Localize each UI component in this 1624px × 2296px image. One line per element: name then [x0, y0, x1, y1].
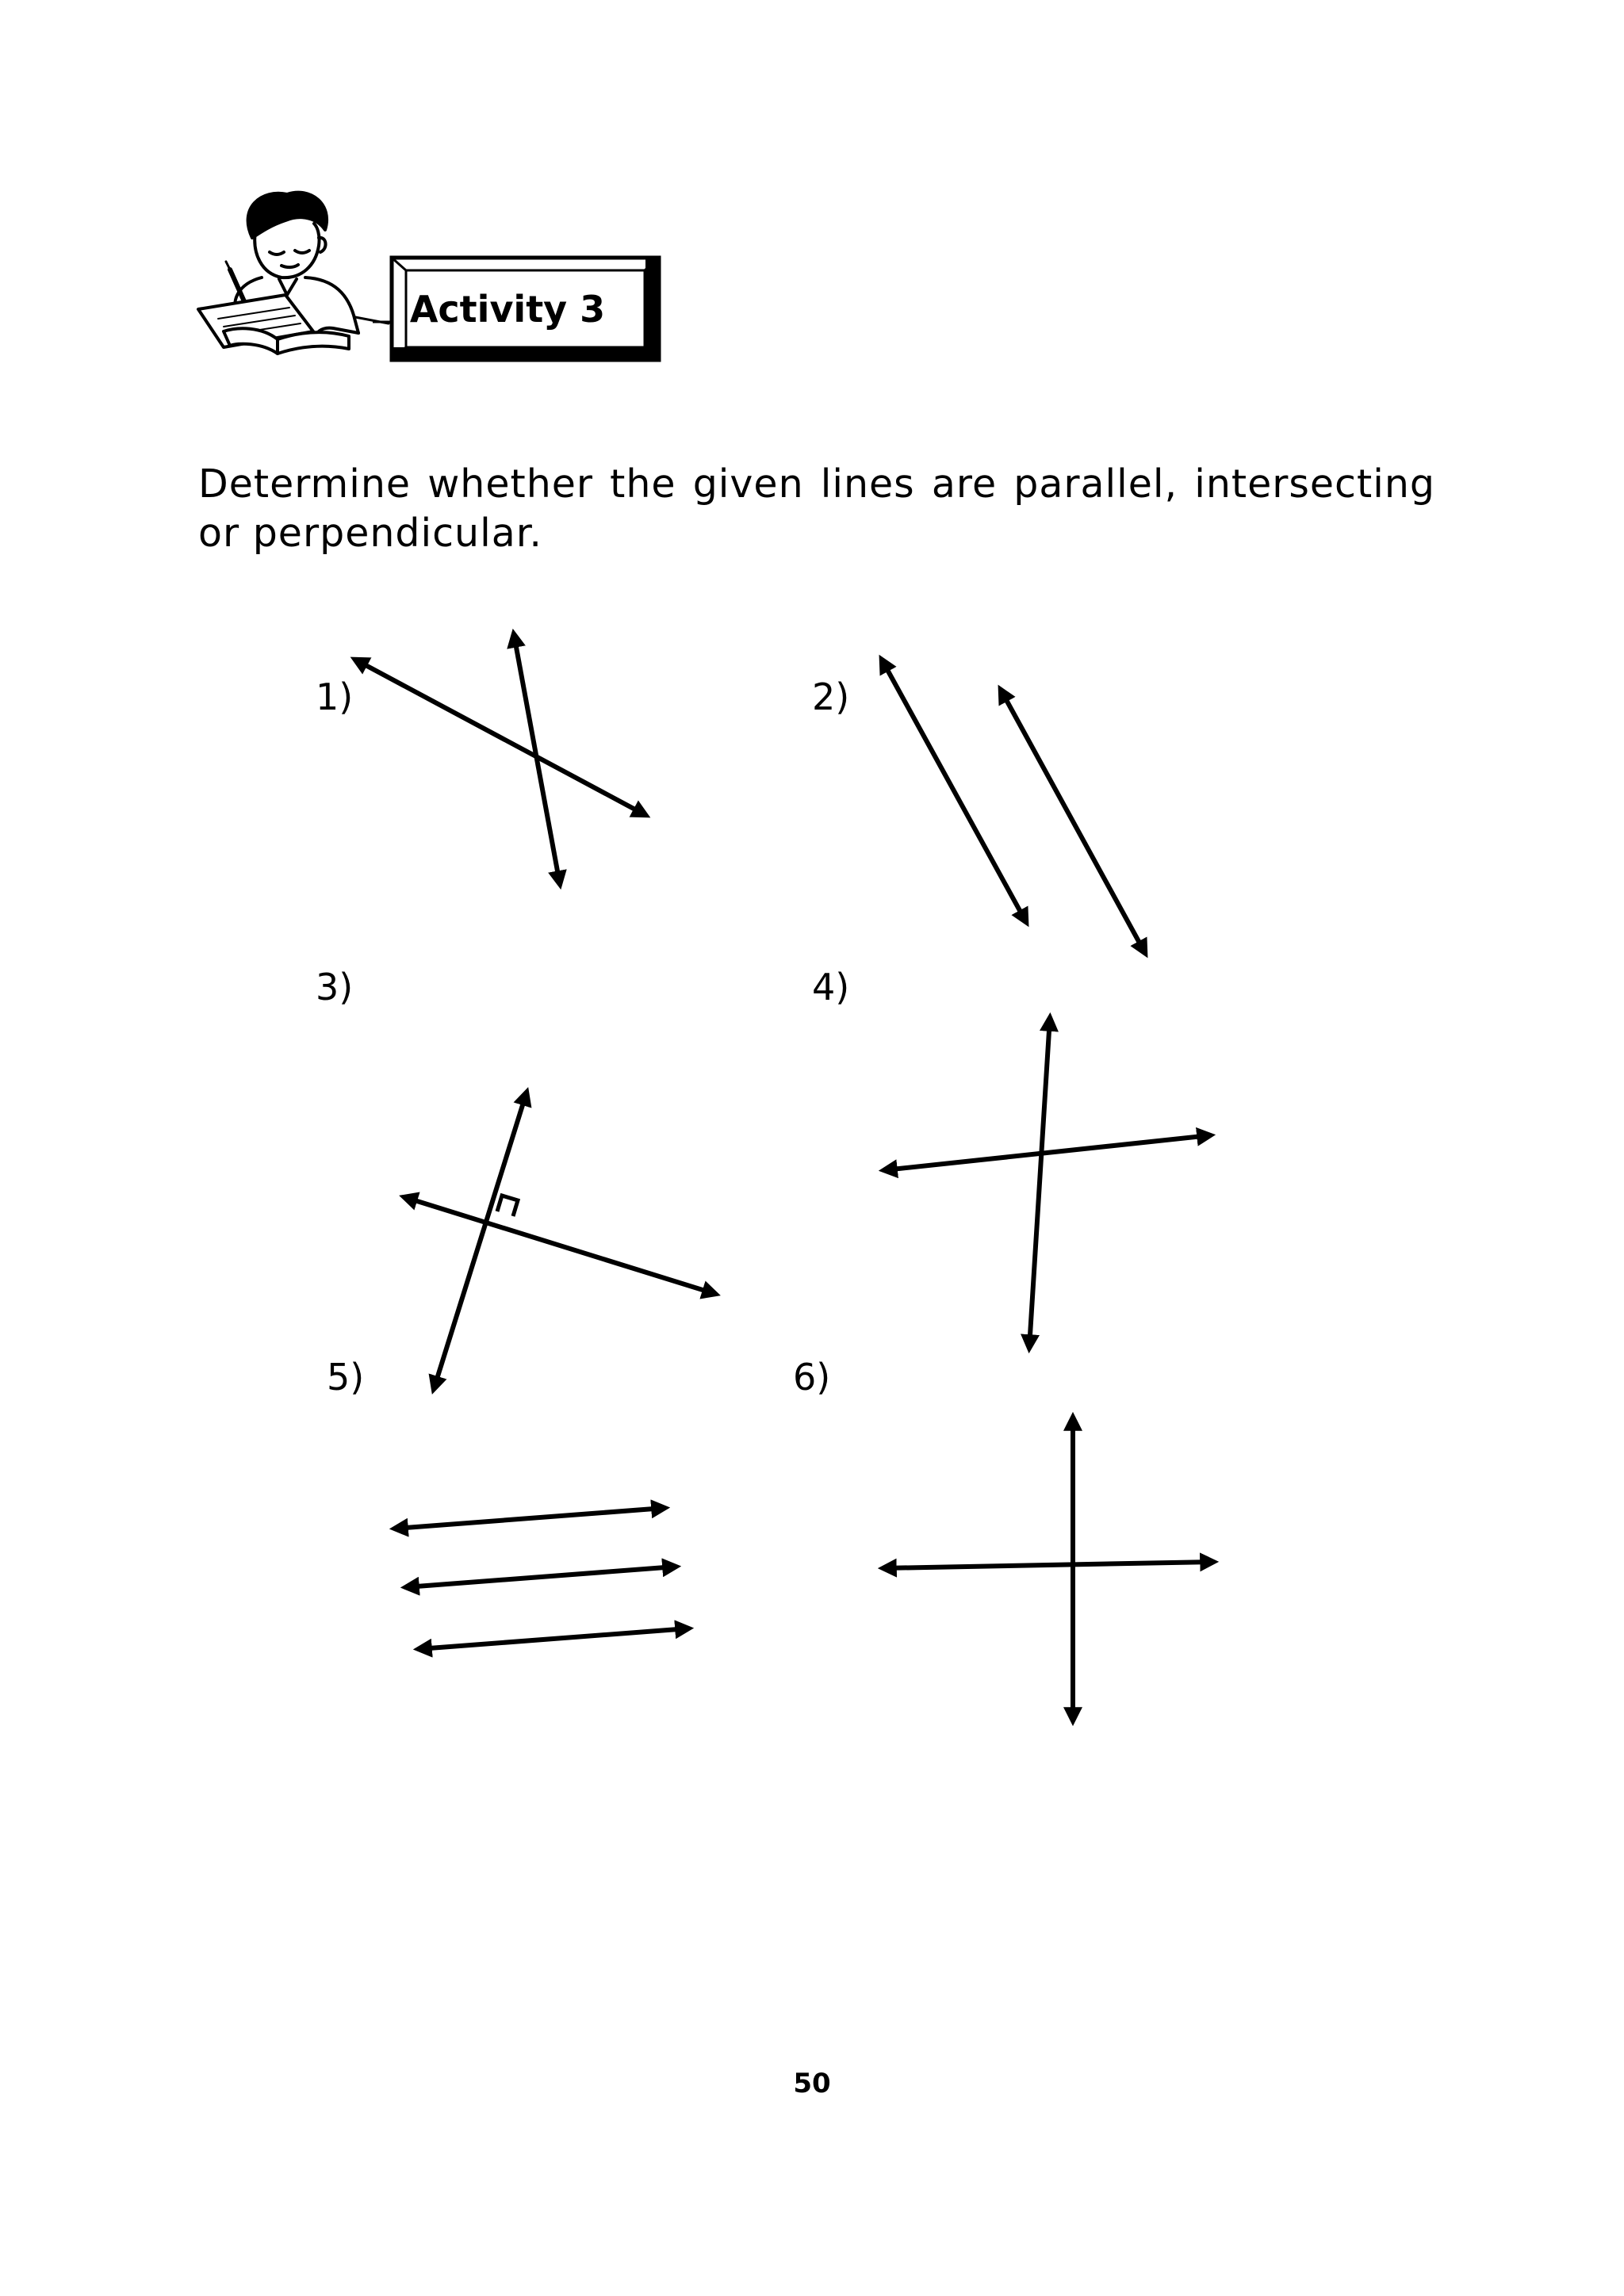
item-label-6: 6)	[793, 1356, 831, 1399]
figure-3-perpendicular-lines	[404, 1093, 715, 1389]
page-number: 50	[793, 2068, 831, 2099]
figure-5-line-b	[406, 1567, 676, 1587]
figure-6-perpendicular-lines	[883, 1418, 1213, 1720]
figure-3-right-angle-mark	[497, 1196, 518, 1216]
figure-5-line-c	[419, 1628, 688, 1649]
item-label-2: 2)	[812, 675, 850, 718]
item-label-1: 1)	[316, 675, 354, 718]
figure-4-line-b	[1029, 1018, 1050, 1348]
activity-title: Activity 3	[409, 288, 606, 331]
figure-3-line-b	[434, 1093, 527, 1389]
item-label-5: 5)	[327, 1356, 365, 1399]
figure-4-line-a	[884, 1135, 1210, 1170]
figure-1-intersecting-lines	[355, 634, 645, 884]
figure-4-intersecting-lines	[884, 1018, 1210, 1348]
instruction-text: Determine whether the given lines are parallel, intersecting or perpendicular.	[198, 461, 1435, 556]
student-writing-illustration	[198, 193, 389, 354]
figure-1-line-a	[355, 660, 645, 815]
figure-2-parallel-lines	[882, 660, 1145, 953]
figure-5-line-a	[395, 1508, 665, 1529]
item-label-3: 3)	[316, 966, 354, 1008]
item-label-4: 4)	[812, 966, 850, 1008]
figure-6-line-a	[883, 1562, 1213, 1568]
figure-3-line-a	[404, 1197, 715, 1294]
figure-1-line-b	[514, 634, 560, 884]
figure-5-parallel-lines	[395, 1508, 688, 1649]
